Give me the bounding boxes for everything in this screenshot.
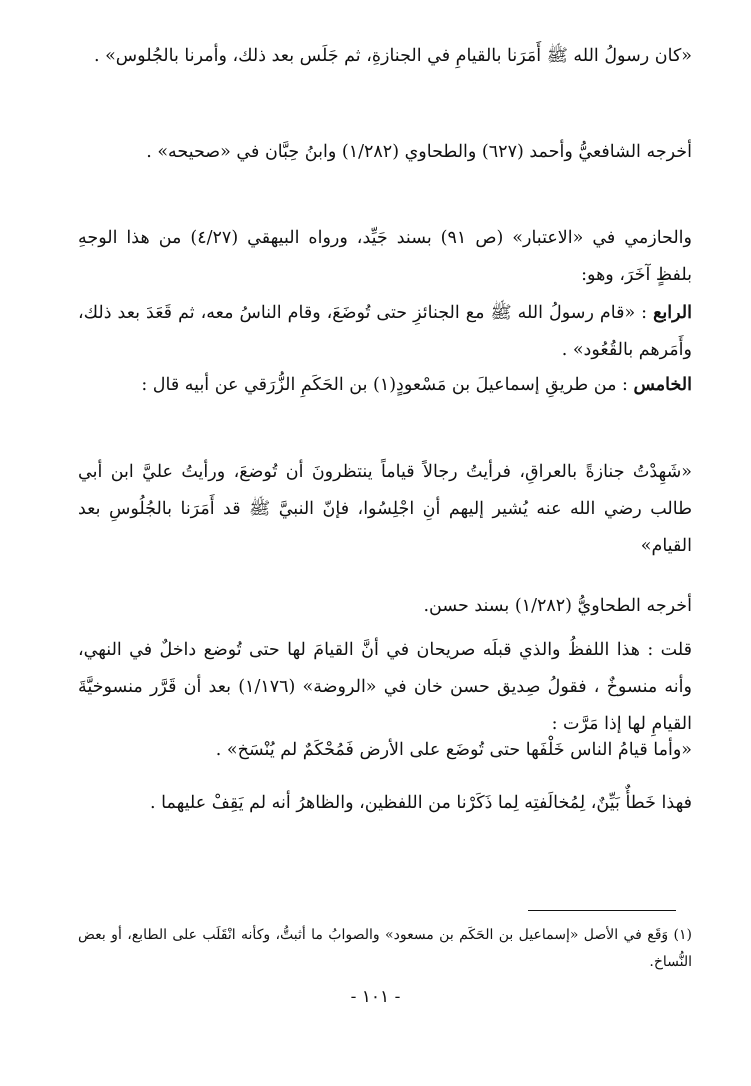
paragraph-4-text: : «قام رسولُ الله ﷺ مع الجنائزِ حتى تُوضَعَ، وقام الناسُ معه، ثم قَعَدَ بعد ذلك، وأَمَرهم بالقُعُود» . (78, 303, 692, 360)
paragraph-5 (78, 367, 692, 404)
page-number: - ١٠١ - (350, 987, 401, 1007)
paragraph-3-text: والحازمي في «الاعتبار» (ص ٩١) بسند جَيِّد، ورواه البيهقي (٤/٢٧) من هذا الوجهِ بلفظٍ آخَرَ، وهو: (78, 228, 692, 285)
paragraph-2-text: أخرجه الشافعيُّ وأحمد (٦٢٧) والطحاوي (١/٢٨٢) وابنُ حِبَّان في «صحيحه» . (146, 142, 692, 162)
paragraph-5-text: : من طريقِ إسماعيلَ بن مَسْعودٍ(١) بن الحَكَمِ الزُّرَقي عن أبيه قال : (141, 375, 634, 395)
paragraph-9 (78, 732, 692, 769)
paragraph-10-text: فهذا خَطأٌ بَيِّنٌ، لِمُخالَفتِه لِما ذَكَرْنا من اللفظين، والظاهرُ أنه لم يَقِفْ عليهما . (150, 793, 692, 813)
paragraph-1-text: «كان رسولُ الله ﷺ أَمَرَنا بالقيامِ في الجنازةِ، ثم جَلَس بعد ذلك، وأمرنا بالجُلوس» . (93, 46, 692, 66)
paragraph-1 (78, 38, 692, 75)
footnote-text: (١) وَقَع في الأصل «إسماعيل بن الحَكَم بن مسعود» والصوابُ ما أثبتُّ، وكأنه انْقَلَب على الطابع، أو بعض النُّساخ. (78, 927, 692, 970)
paragraph-3 (78, 220, 692, 294)
paragraph-7 (78, 588, 692, 625)
paragraph-6 (78, 454, 692, 565)
paragraph-5-label: الخامس (633, 375, 692, 395)
footnote (78, 922, 692, 976)
paragraph-8 (78, 632, 692, 743)
paragraph-4 (78, 295, 692, 369)
paragraph-8-text: قلت : هذا اللفظُ والذي قبلَه صريحان في أنَّ القيامَ لها حتى تُوضع داخلٌ في النهي، وأنه منسوخٌ ، فقولُ صِديق حسن خان في «الروضة» (١/١٧٦) بعد أن قَرَّر منسوخيَّةَ القيامِ لها إذا مَرَّت : (78, 640, 692, 734)
paragraph-10 (78, 785, 692, 822)
paragraph-2 (78, 134, 692, 171)
footnote-separator (528, 910, 676, 911)
paragraph-6-text: «شَهِدْتُ جنازةً بالعراقِ، فرأيتُ رجالاً قياماً ينتظرونَ أن تُوضعَ، ورأيتُ عليَّ ابن أبي طالب رضي الله عنه يُشير إليهم أنِ اجْلِسُوا، فإنّ النبيَّ ﷺ قد أَمَرَنا بالجُلُوسِ بعد القيام» (78, 462, 692, 556)
paragraph-7-text: أخرجه الطحاويُّ (١/٢٨٢) بسند حسن. (423, 596, 692, 616)
paragraph-9-text: «وأما قيامُ الناس خَلْفَها حتى تُوضَع على الأرض فَمُحْكَمٌ لم يُنْسَخ» . (215, 740, 692, 760)
paragraph-4-label: الرابع (653, 303, 692, 323)
